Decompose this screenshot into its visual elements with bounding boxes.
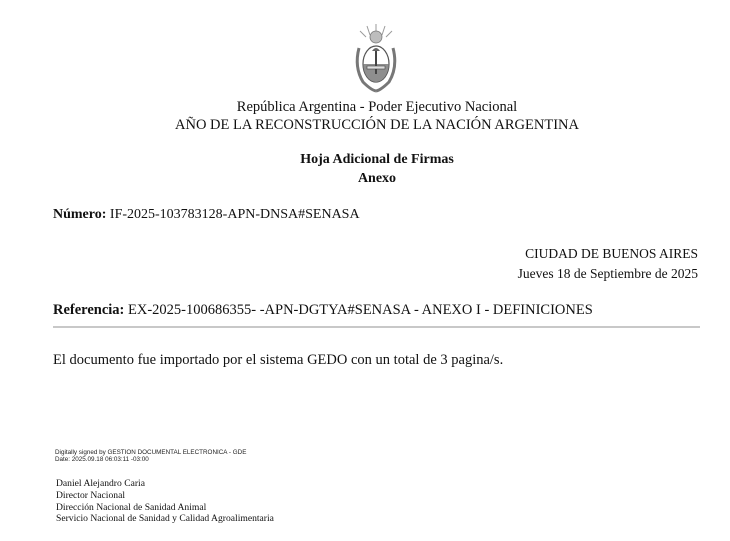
referencia-value: EX-2025-100686355- -APN-DGTYA#SENASA - ANEXO I - DEFINICIONES	[128, 302, 593, 318]
signer-name: Daniel Alejandro Caria	[56, 478, 145, 489]
signer-office: Dirección Nacional de Sanidad Animal	[56, 501, 207, 513]
date: Jueves 18 de Septiembre de 2025	[517, 266, 698, 281]
divider	[53, 326, 700, 328]
digital-signature-line-1: Digitally signed by GESTION DOCUMENTAL ELECTRONICA - GDE	[55, 449, 247, 456]
digital-signature-stamp	[55, 449, 246, 463]
numero-value: IF-2025-103783128-APN-DNSA#SENASA	[109, 207, 360, 222]
document-title: Hoja Adicional de Firmas	[300, 152, 454, 167]
city: CIUDAD DE BUENOS AIRES	[525, 246, 698, 261]
digital-signature-line-2: Date: 2025.09.18 06:03:11 -03:00	[55, 456, 149, 463]
reference	[53, 302, 593, 319]
coat-of-arms-icon	[351, 22, 401, 94]
document-subtitle: Anexo	[357, 171, 397, 186]
signer-block	[56, 478, 274, 525]
header-line-1: República Argentina - Poder Ejecutivo Nacional	[236, 99, 518, 115]
body-text: El documento fue importado por el sistema GEDO con un total de 3 pagina/s.	[53, 352, 504, 368]
document-number	[53, 207, 360, 223]
referencia-label: Referencia:	[53, 302, 125, 318]
signer-agency: Servicio Nacional de Sanidad y Calidad Agroalimentaria	[56, 513, 274, 525]
header-line-2: AÑO DE LA RECONSTRUCCIÓN DE LA NACIÓN ARGENTINA	[175, 117, 579, 133]
numero-label: Número:	[53, 207, 107, 222]
signer-role: Director Nacional	[56, 489, 125, 501]
